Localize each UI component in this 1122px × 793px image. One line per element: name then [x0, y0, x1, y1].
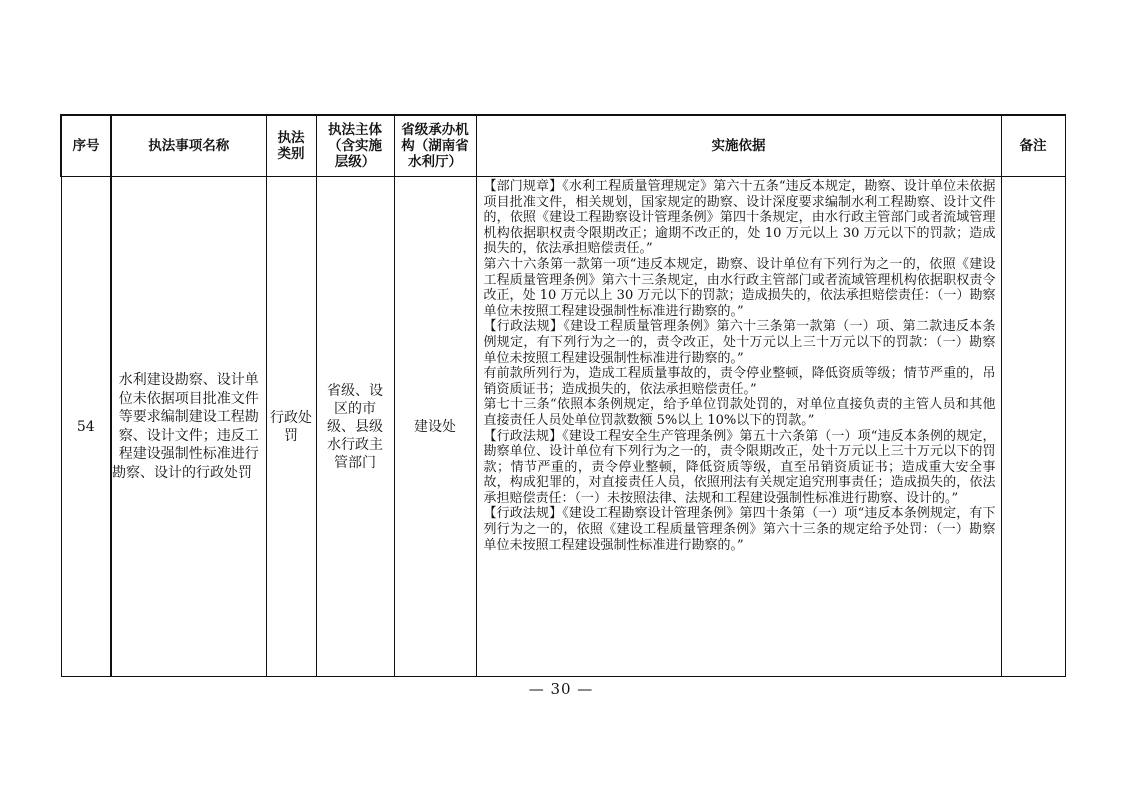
row-basis: [476, 177, 1001, 677]
row-provincial-org: 建设处: [394, 177, 476, 677]
header-index: 序号: [61, 115, 111, 177]
row-index: 54: [61, 177, 111, 677]
row-item-name: 水利建设勘察、设计单位未依据项目批准文件等要求编制建设工程勘察、设计文件；违反工程建设强制性标准进行勘察、设计的行政处罚: [111, 177, 266, 677]
basis-paragraph: 第七十三条“依照本条例规定，给予单位罚款处罚的，对单位直接负责的主管人员和其他直接责任人员处单位罚款数额 5%以上 10%以下的罚款。”: [483, 397, 996, 428]
basis-paragraph: 第六十六条第一款第一项“违反本规定，勘察、设计单位有下列行为之一的，依照《建设工程质量管理条例》第六十三条规定，由水行政主管部门或者流域管理机构依据职权责令改正，处 10 万元以上 30 万元以下的罚款；造成损失的，依法承担赔偿责任：（一）勘察单位未按照工程建设强制性标准进行勘察的。”: [483, 256, 996, 319]
header-provincial-org: 省级承办机构（湖南省水利厅）: [394, 115, 476, 177]
header-category: 执法类别: [266, 115, 316, 177]
header-remarks: 备注: [1001, 115, 1065, 177]
basis-paragraph: 有前款所列行为，造成工程质量事故的，责令停业整顿，降低资质等级；情节严重的，吊销资质证书；造成损失的，依法承担赔偿责任。”: [483, 366, 996, 397]
basis-paragraph: 【行政法规】《建设工程勘察设计管理条例》第四十条第（一）项“违反本条例规定，有下列行为之一的，依照《建设工程质量管理条例》第六十三条的规定给予处罚：（一）勘察单位未按照工程建设强制性标准进行勘察的。”: [483, 506, 996, 553]
table-header-row: [61, 115, 1065, 177]
row-category: 行政处罚: [266, 177, 316, 677]
basis-paragraph: 【部门规章】《水利工程质量管理规定》第六十五条“违反本规定，勘察、设计单位未依据项目批准文件，相关规划，国家规定的勘察、设计深度要求编制水利工程勘察、设计文件的，依照《建设工程勘察设计管理条例》第四十条规定，由水行政主管部门或者流域管理机构依据职权责令限期改正；逾期不改正的，处 10 万元以上 30 万元以下的罚款；造成损失的，依法承担赔偿责任。”: [483, 179, 996, 257]
basis-paragraph: 【行政法规】《建设工程质量管理条例》第六十三条第一款第（一）项、第二款违反本条例规定，有下列行为之一的，责令改正，处十万元以上三十万元以下的罚款：（一）勘察单位未按照工程建设强制性标准进行勘察的。”: [483, 319, 996, 366]
row-remarks: [1001, 177, 1065, 677]
row-subject: 省级、设区的市级、县级水行政主管部门: [316, 177, 394, 677]
law-enforcement-table: [60, 114, 1066, 677]
header-item-name: 执法事项名称: [111, 115, 266, 177]
page-number: — 30 —: [528, 680, 594, 698]
header-basis: 实施依据: [476, 115, 1001, 177]
basis-paragraph: 【行政法规】《建设工程安全生产管理条例》第五十六条第（一）项“违反本条例的规定，勘察单位、设计单位有下列行为之一的，责令限期改正，处十万元以上三十万元以下的罚款；情节严重的，责令停业整顿，降低资质等级，直至吊销资质证书；造成重大安全事故，构成犯罪的，对直接责任人员，依照刑法有关规定追究刑事责任；造成损失的，依法承担赔偿责任：（一）未按照法律、法规和工程建设强制性标准进行勘察、设计的。”: [483, 428, 996, 506]
table-row: [61, 177, 1065, 677]
header-subject: 执法主体（含实施层级）: [316, 115, 394, 177]
